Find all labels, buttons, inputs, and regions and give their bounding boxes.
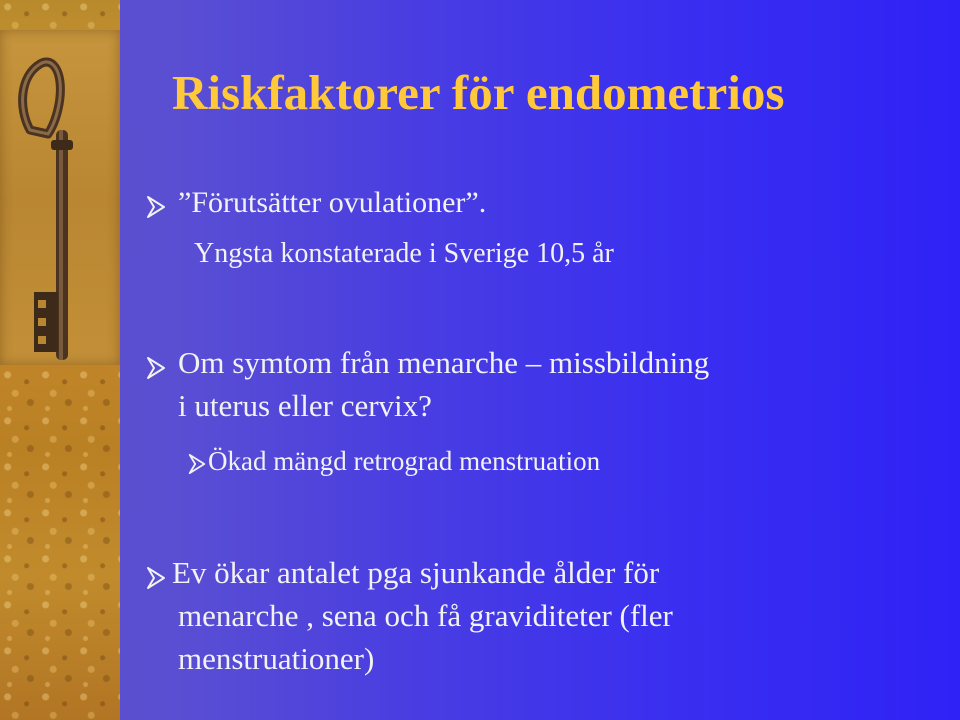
key-image: [0, 30, 120, 365]
arrow-bullet-icon: [145, 355, 167, 381]
bullet-text-5-line-1: Ev ökar antalet pga sjunkande ålder för: [172, 555, 660, 590]
bullet-text-4: Ökad mängd retrograd menstruation: [208, 446, 601, 476]
arrow-bullet-icon: [145, 194, 167, 220]
bullet-text-2: Yngsta konstaterade i Sverige 10,5 år: [194, 238, 614, 269]
arrow-bullet-icon: [145, 565, 167, 591]
bullet-text-5-line-2: menarche , sena och få graviditeter (fler: [178, 598, 673, 633]
slide-title: Riskfaktorer för endometrios: [172, 65, 785, 120]
bullet-text-1: ”Förutsätter ovulationer”.: [178, 186, 487, 219]
bullet-text-3-line-2: i uterus eller cervix?: [178, 388, 432, 423]
arrow-bullet-icon: [187, 452, 207, 476]
bullet-text-3-line-1: Om symtom från menarche – missbildning: [178, 345, 710, 380]
bullet-text-5-line-3: menstruationer): [178, 641, 375, 676]
key-icon: [0, 30, 120, 365]
